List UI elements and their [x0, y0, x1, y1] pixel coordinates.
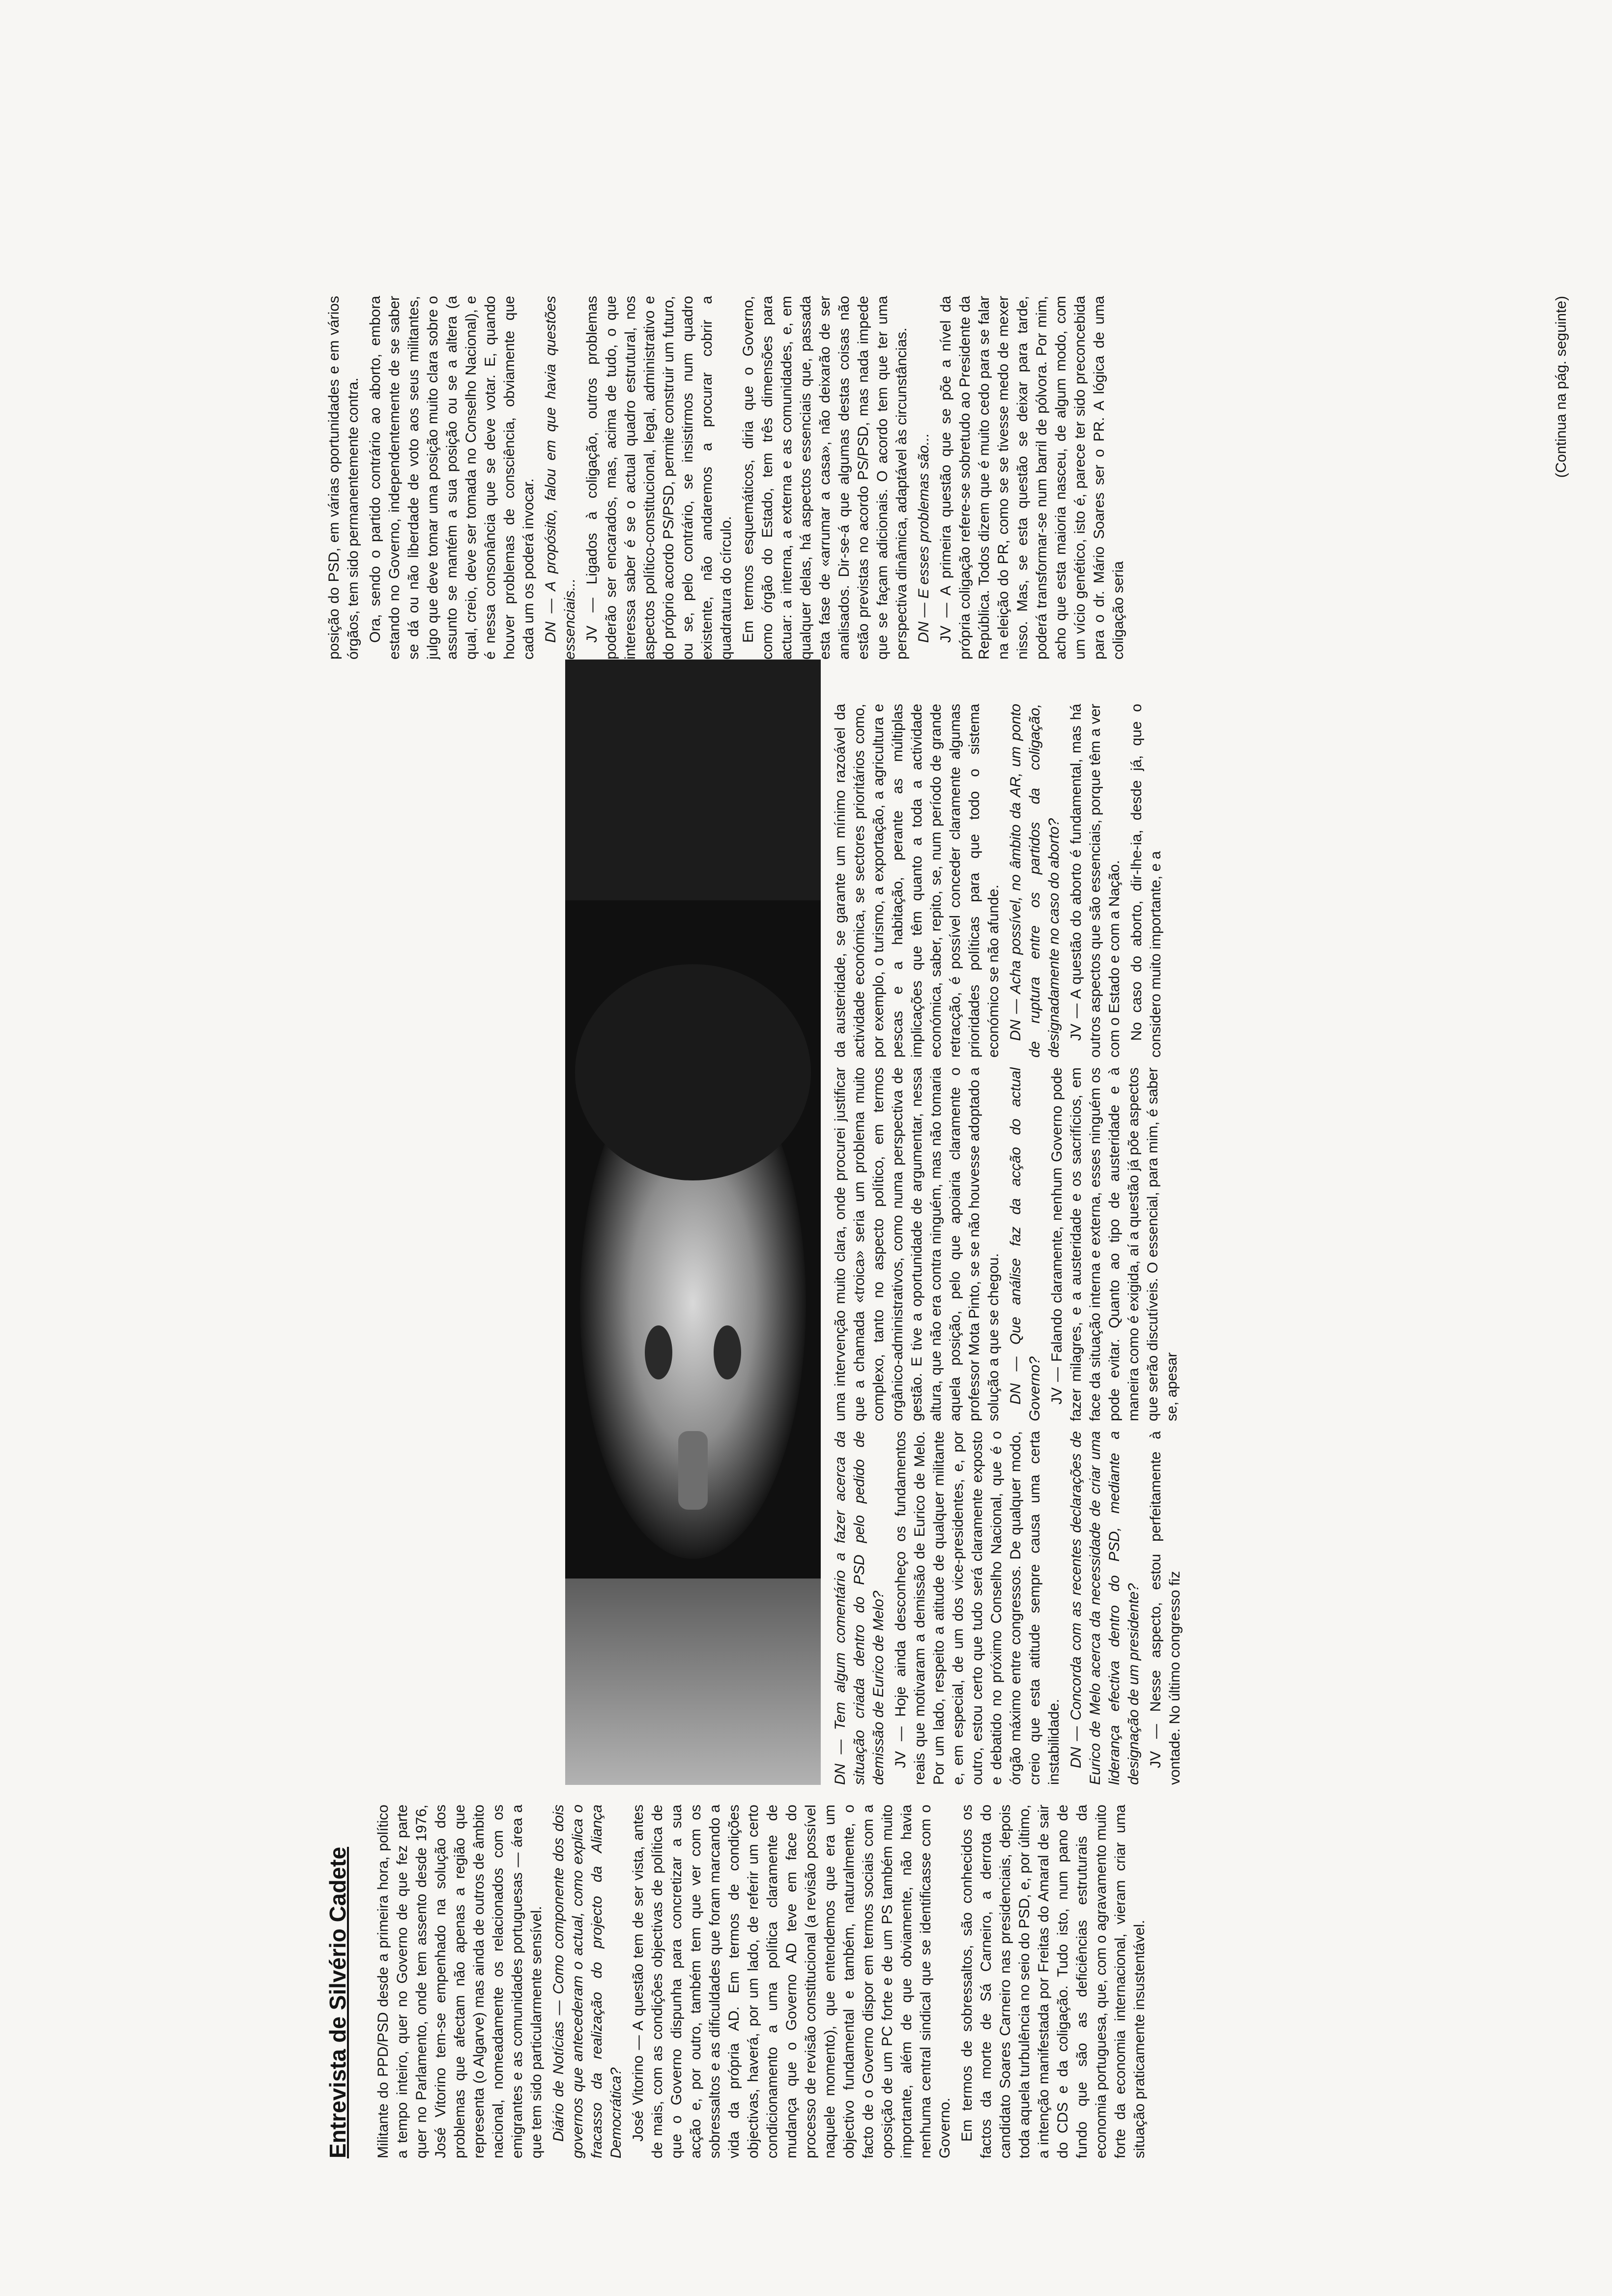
portrait-photo-icon — [565, 660, 821, 1785]
answer-paragraph: Em termos esquemáticos, diria que o Governo, como órgão do Estado, tem três dimensões para actuar: a interna, a externa e as comunidades, e, em qualquer delas, há aspectos essenciais que, passada esta fase de «arrumar a casa», não deixarão de ser analisados. Dir-se-á que algumas destas coisas não estão previstas no acordo PS/PSD, mas nada impede que se façam adicionais. O acordo tem que ter uma perspectiva dinâmica, adaptável às circunstâncias. — [740, 296, 910, 660]
text-column-5 — [324, 296, 1592, 660]
answer-paragraph: JV — Falando claramente, nenhum Governo pode fazer milagres, e a austeridade e os sacrifícios, em face da situação interna e externa, esses ninguém os pode evitar. Quanto ao tipo de austeridade e à maneira como é exigida, aí a questão já põe aspectos que serão discutíveis. O essencial, para mim, é saber se, apesar — [1049, 1067, 1180, 1421]
continuation-note: (Continua na pág. seguinte) — [1553, 296, 1569, 478]
answer-paragraph: posição do PSD, em várias oportunidades e em vários órgãos, tem sido permanentemente contra. — [326, 296, 361, 660]
answer-paragraph: JV — Hoje ainda desconheço os fundamentos reais que motivaram a demissão de Eurico de Melo. Por um lado, respeito a atitude de qualquer militante e, em especial, de um dos vice-presidentes, e, por outro, estou certo que tudo será claramente exposto e debatido no próximo Conselho Nacional, que é o órgão máximo entre congressos. De qualquer modo, creio que esta atitude sempre causa uma certa instabilidade. — [892, 1431, 1062, 1785]
question-paragraph: DN — Concorda com as recentes declarações de Eurico de Melo acerca da necessidade de criar uma liderança efectiva dentro do PSD, mediante a designação de um presidente? — [1068, 1431, 1142, 1785]
text-column-4 — [831, 704, 1592, 1058]
text-column-1 — [374, 1805, 1592, 2158]
answer-paragraph: da austeridade, se garante um mínimo razoável da actividade económica, se sectores prioritários como, por exemplo, o turismo, a exportação, a agricultura e pescas e a habitação, perante as múltiplas implicações que têm quanto a toda a actividade económica, saber, repito, se, num período de grande retracção, é possível conceder claramente algumas prioridades políticas para que todo o sistema económico se não afunde. — [832, 704, 1002, 1058]
question-paragraph: DN — E esses problemas são... — [916, 433, 932, 643]
answer-paragraph: JV — Ligados à coligação, outros problemas poderão ser encarados, mas, acima de tudo, o que interessa saber é se o actual quadro estrutural, nos aspectos político-constitucional, legal, administrativo e do próprio acordo PS/PSD, permite construir um futuro, ou se, pelo contrário, se insistirmos num quadro existente, não andaremos a procurar cobrir a quadratura do círculo. — [584, 296, 734, 660]
question-paragraph: Diário de Notícias — Como componente dos dois governos que antecederam o actual, como explica o fracasso da realização do projecto da Aliança Democrática? — [550, 1805, 624, 2158]
question-paragraph: DN — A propósito, falou em que havia questões essenciais... — [543, 296, 578, 660]
portrait-photo — [565, 660, 821, 1785]
intro-paragraph: Militante do PPD/PSD desde a primeira hora, político a tempo inteiro, quer no Governo de que fez parte quer no Parlamento, onde tem assento desde 1976, José Vitorino tem-se empenhado na solução dos problemas que afectam não apenas a região que representa (o Algarve) mas ainda de outros de âmbito nacional, nomeadamente os relacionados com os emigrantes e as comunidades portuguesas — área a que tem sido particularmente sensível. — [375, 1805, 545, 2158]
answer-paragraph: JV — Nesse aspecto, estou perfeitamente à vontade. No último congresso fiz — [1148, 1431, 1183, 1785]
text-column-3 — [831, 1067, 1592, 1421]
answer-paragraph: uma intervenção muito clara, onde procurei justificar que a chamada «troica» seria um problema muito complexo, tanto no aspecto político, em termos orgânico-administrativos, como numa perspectiva de gestão. E tive a oportunidade de argumentar, nessa altura, que não era contra ninguém, mas não tomaria aquela posição, pelo que apoiaria claramente o professor Mota Pinto, se se não houvesse adoptado a solução a que se chegou. — [832, 1067, 1002, 1421]
question-paragraph: DN — Tem algum comentário a fazer acerca da situação criada dentro do PSD pelo pedido de demissão de Eurico de Melo? — [832, 1431, 887, 1785]
answer-paragraph: José Vitorino — A questão tem de ser vista, antes de mais, com as condições objectivas de política de que o Governo dispunha para concretizar a sua acção e, por outro, também tem que ver com os sobressaltos e as dificuldades que foram marcando a vida da própria AD. Em termos de condições objectivas, haverá, por um lado, de referir um certo condicionamento a uma política claramente de mudança que o Governo AD teve em face do processo de revisão constitucional (a revisão possível naquele momento), que entendemos que era um objectivo fundamental e também, naturalmente, o facto de o Governo dispor em termos sociais com a oposição de um PC forte e de um PS também muito importante, além de que obviamente, não havia nenhuma central sindical que se identificasse com o Governo. — [630, 1805, 953, 2158]
answer-paragraph: Ora, sendo o partido contrário ao aborto, embora estando no Governo, independentemente de se saber se dá ou não liberdade de voto aos seus militantes, julgo que deve tomar uma posição muito clara sobre o assunto se mantém a sua posição ou se a altera (a qual, creio, deve ser tomada no Conselho Nacional), e é nessa consonância que se deve votar. E, quando houver problemas de consciência, obviamente que cada um os poderá invocar. — [367, 296, 537, 660]
text-column-2 — [831, 1431, 1592, 1785]
answer-paragraph: Em termos de sobressaltos, são conhecidos os factos da morte de Sá Carneiro, a derrota do candidato Soares Carneiro nas presidenciais, depois toda aquela turbulência no seio do PSD, e, por último, a intenção manifestada por Freitas do Amaral de sair do CDS e da coligação. Tudo isto, num pano de fundo que são as deficiências estruturais da economia portuguesa, que, com o agravamento muito forte da economia internacional, vieram criar uma situação praticamente insustentável. — [959, 1805, 1148, 2158]
answer-paragraph: JV — A questão do aborto é fundamental, mas há outros aspectos que são essenciais, porque têm a ver com o Estado e com a Nação. — [1068, 704, 1123, 1058]
question-paragraph: DN — Acha possível, no âmbito da AR, um ponto de ruptura entre os partidos da coligação, designadamente no caso do aborto? — [1008, 704, 1062, 1058]
article-heading: Entrevista de Silvério Cadete — [325, 1846, 350, 2158]
answer-paragraph: JV — A primeira questão que se põe a nível da própria coligação refere-se sobretudo ao Presidente da República. Todos dizem que é muito cedo para se falar na eleição do PR, como se se tivesse medo de mexer nisso. Mas, se esta questão se deixar para tarde, poderá transformar-se num barril de pólvora. Por mim, acho que esta maioria nasceu, de algum modo, com um vício genético, isto é, parece ter sido preconcebida para o dr. Mário Soares ser o PR. A lógica de uma coligação seria — [938, 296, 1126, 660]
question-paragraph: DN — Que análise faz da acção do actual Governo? — [1008, 1067, 1043, 1421]
answer-paragraph: No caso do aborto, dir-lhe-ia, desde já, que o considero muito importante, e a — [1128, 704, 1164, 1058]
